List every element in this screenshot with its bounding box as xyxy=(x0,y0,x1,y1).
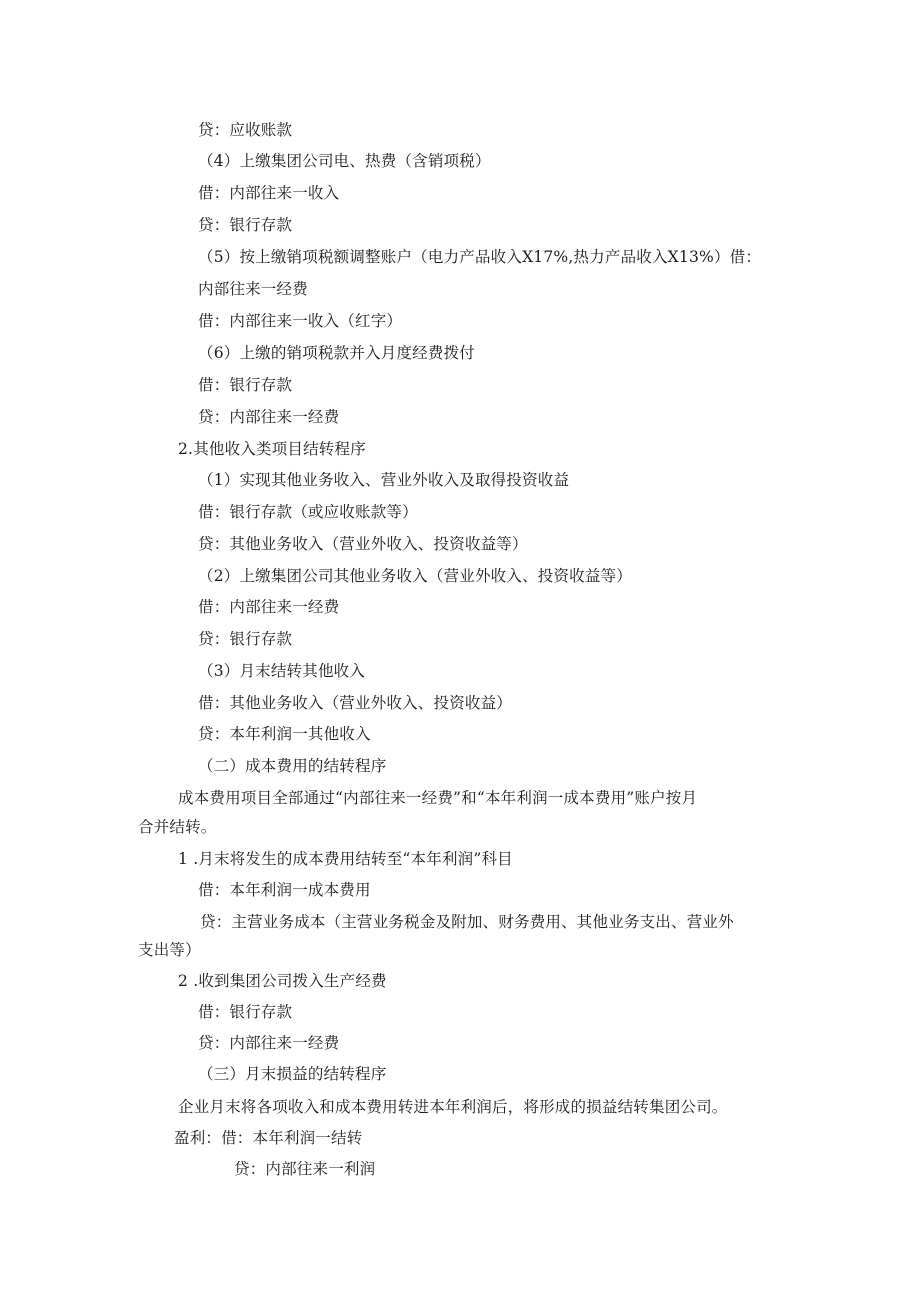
text-line: 借：银行存款 xyxy=(198,1003,293,1021)
text-line: 借：银行存款 xyxy=(198,376,293,394)
text-line: 借：其他业务收入（营业外收入、投资收益） xyxy=(198,694,513,712)
text-line: 借：本年利润一成本费用 xyxy=(198,881,371,899)
text-line: 借：内部往来一收入（红字） xyxy=(198,312,403,330)
text-line: （3）月末结转其他收入 xyxy=(198,662,366,680)
text-line: 企业月末将各项收入和成本费用转进本年利润后，将形成的损益结转集团公司。 xyxy=(178,1098,728,1116)
text-line: 合并结转。 xyxy=(138,818,217,836)
text-line: 1 .月末将发生的成本费用结转至“本年利润”科目 xyxy=(178,850,513,868)
text-line: 成本费用项目全部通过“内部往来一经费”和“本年利润一成本费用”账户按月 xyxy=(178,789,698,807)
text-line: 贷：应收账款 xyxy=(198,121,293,139)
text-line: 贷：银行存款 xyxy=(198,630,293,648)
text-line: 贷：内部往来一利润 xyxy=(234,1160,376,1178)
text-line: （2）上缴集团公司其他业务收入（营业外收入、投资收益等） xyxy=(198,567,632,585)
section-heading: （三）月末损益的结转程序 xyxy=(198,1065,387,1083)
text-line: 借：内部往来一经费 xyxy=(198,598,340,616)
section-heading: 2.其他收入类项目结转程序 xyxy=(178,440,366,458)
text-line: （1）实现其他业务收入、营业外收入及取得投资收益 xyxy=(198,471,570,489)
text-line: 2 .收到集团公司拨入生产经费 xyxy=(178,972,387,990)
text-line: 贷：内部往来一经费 xyxy=(198,1034,340,1052)
text-line: 贷：主营业务成本（主营业务税金及附加、财务费用、其他业务支出、营业外 xyxy=(200,913,734,931)
text-line: 贷：本年利润一其他收入 xyxy=(198,725,371,743)
text-line: （6）上缴的销项税款并入月度经费拨付 xyxy=(198,344,475,362)
text-line: 内部往来一经费 xyxy=(198,280,308,298)
text-line: 贷：内部往来一经费 xyxy=(198,408,340,426)
text-line: 盈利：借：本年利润一结转 xyxy=(174,1129,363,1147)
text-line: 借：银行存款（或应收账款等） xyxy=(198,503,418,521)
text-line: 贷：其他业务收入（营业外收入、投资收益等） xyxy=(198,535,528,553)
section-heading: （二）成本费用的结转程序 xyxy=(198,757,387,775)
text-line: 借：内部往来一收入 xyxy=(198,184,340,202)
text-line: 支出等） xyxy=(138,941,201,959)
text-line: 贷：银行存款 xyxy=(198,216,293,234)
text-line: （4）上缴集团公司电、热费（含销项税） xyxy=(198,152,491,170)
text-line: （5）按上缴销项税额调整账户（电力产品收入X17%,热力产品收入X13%）借： xyxy=(198,248,762,266)
